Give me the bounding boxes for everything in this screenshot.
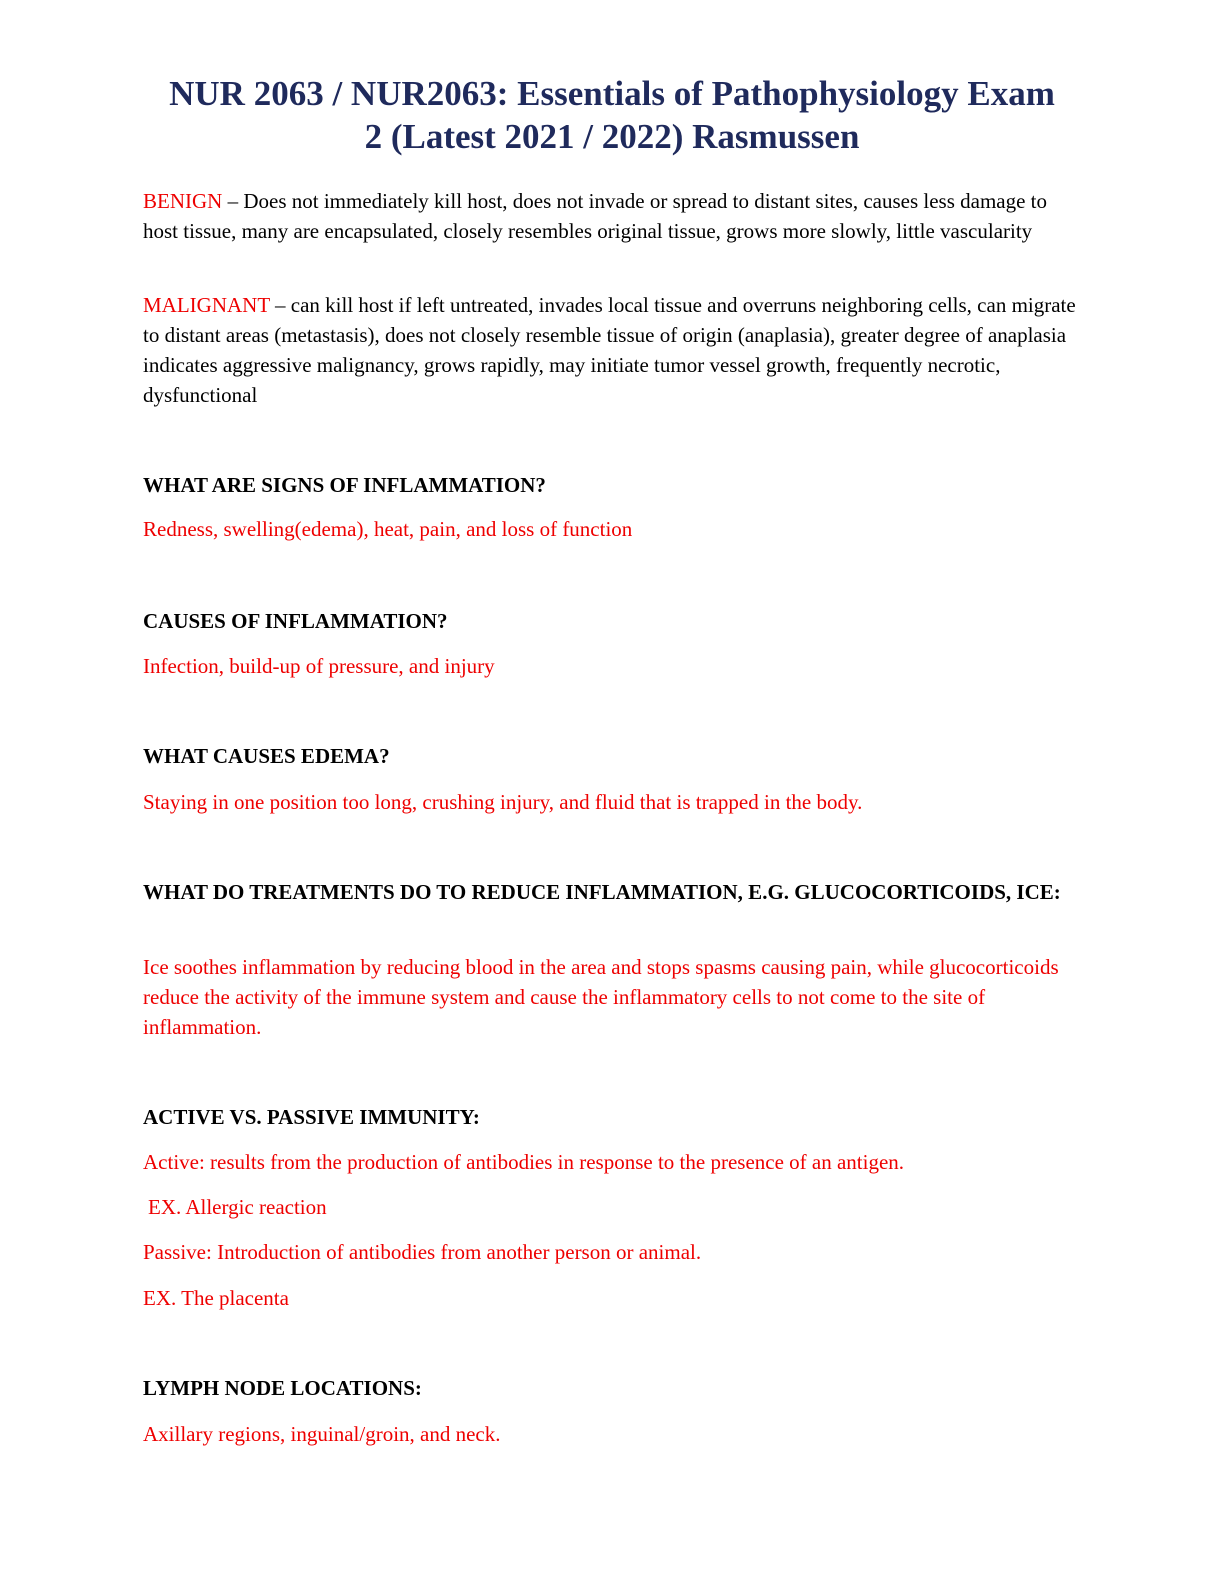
section-heading-causes: CAUSES OF INFLAMMATION? xyxy=(143,609,448,633)
definition-text: – can kill host if left untreated, invades local tissue and overruns neighboring cells, can migrate to distant areas (metastasis), does not closely resemble tissue of origin (anaplasia), greater degree of anaplasia indicates aggressive malignancy, grows rapidly, may initiate tumor vessel growth, frequently necrotic, dysfunctional xyxy=(143,293,1076,407)
section-heading-signs: WHAT ARE SIGNS OF INFLAMMATION? xyxy=(143,473,546,497)
definition-malignant xyxy=(143,290,1083,410)
section-heading-edema: WHAT CAUSES EDEMA? xyxy=(143,744,390,768)
section-answer-edema: Staying in one position too long, crushing injury, and fluid that is trapped in the body. xyxy=(143,790,863,814)
page-title-line-1: NUR 2063 / NUR2063: Essentials of Pathophysiology Exam xyxy=(169,74,1055,113)
section-heading-immunity: ACTIVE VS. PASSIVE IMMUNITY: xyxy=(143,1105,480,1129)
section-answer-signs: Redness, swelling(edema), heat, pain, and loss of function xyxy=(143,517,633,541)
definition-text: – Does not immediately kill host, does not invade or spread to distant sites, causes less damage to host tissue, many are encapsulated, closely resembles original tissue, grows more slowly, little vascularity xyxy=(143,189,1048,243)
definition-term: MALIGNANT xyxy=(143,293,270,317)
section-heading-lymph: LYMPH NODE LOCATIONS: xyxy=(143,1376,422,1400)
section-answer-causes: Infection, build-up of pressure, and injury xyxy=(143,654,495,678)
definition-benign xyxy=(143,186,1083,246)
section-answer-treatments: Ice soothes inflammation by reducing blood in the area and stops spasms causing pain, while glucocorticoids reduce the activity of the immune system and cause the inflammatory cells to not come to the site of inflammation. xyxy=(143,955,1059,1039)
section-heading-treatments: WHAT DO TREATMENTS DO TO REDUCE INFLAMMATION, E.G. GLUCOCORTICOIDS, ICE: xyxy=(143,880,1061,904)
section-answer-active-example: EX. Allergic reaction xyxy=(148,1195,327,1219)
section-answer-passive-example: EX. The placenta xyxy=(143,1286,289,1310)
section-answer-active: Active: results from the production of antibodies in response to the presence of an antigen. xyxy=(143,1150,905,1174)
definition-term: BENIGN xyxy=(143,189,223,213)
section-answer-lymph: Axillary regions, inguinal/groin, and neck. xyxy=(143,1422,501,1446)
page-title xyxy=(100,72,1124,158)
page-title-line-2: 2 (Latest 2021 / 2022) Rasmussen xyxy=(364,117,860,156)
section-answer-passive: Passive: Introduction of antibodies from another person or animal. xyxy=(143,1240,702,1264)
